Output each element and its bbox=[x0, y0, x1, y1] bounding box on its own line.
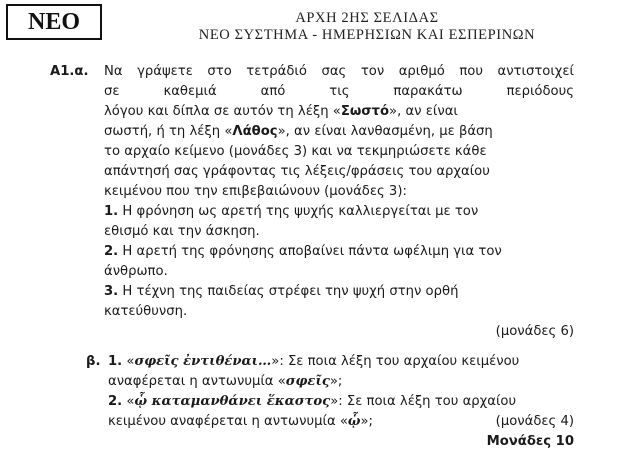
ancient-word: ᾧ bbox=[347, 414, 361, 429]
question-a1-line: κειμένου που την επιβεβαιώνουν (μονάδες 3): bbox=[104, 184, 407, 199]
statement-2 bbox=[104, 242, 502, 262]
question-text: »; bbox=[360, 414, 373, 429]
statement-text: Η αρετή της φρόνησης αποβαίνει πάντα ωφέλιμη για τον bbox=[122, 244, 502, 259]
system-subtitle: ΝΕΟ ΣΥΣΤΗΜΑ - ΗΜΕΡΗΣΙΩΝ ΚΑΙ ΕΣΠΕΡΙΝΩΝ bbox=[198, 27, 536, 43]
question-text: »: Σε ποια λέξη του αρχαίου bbox=[330, 394, 517, 409]
question-a1-line: σε καθεμιά από τις παρακάτω περιόδους bbox=[104, 84, 574, 99]
statement-2-cont: άνθρωπο. bbox=[104, 264, 168, 279]
quote-open: « bbox=[126, 354, 135, 369]
ancient-phrase: σφεῖς ἐντιθέναι… bbox=[134, 354, 272, 369]
keyword-correct: Σωστό bbox=[340, 104, 390, 119]
statement-3-cont: κατεύθυνση. bbox=[104, 304, 188, 319]
question-a1-line: απάντησή σας γράφοντας τις λέξεις/φράσεις του αρχαίου bbox=[104, 164, 490, 179]
question-number: 1. bbox=[108, 354, 123, 369]
statement-text: Η φρόνηση ως αρετή της ψυχής καλλιεργείται με τον bbox=[122, 204, 479, 219]
ancient-phrase: ᾧ καταμανθάνει ἕκαστος bbox=[134, 394, 331, 409]
question-number: 2. bbox=[108, 394, 123, 409]
question-b2 bbox=[108, 392, 516, 412]
question-text: λόγου και δίπλα σε αυτόν τη λέξη « bbox=[104, 104, 341, 119]
question-a1-line: το αρχαίο κείμενο (μονάδες 3) και να τεκμηριώσετε κάθε bbox=[104, 144, 487, 159]
new-system-badge: ΝΕΟ bbox=[6, 4, 102, 40]
question-b1-cont bbox=[108, 372, 342, 392]
question-text: »: Σε ποια λέξη του αρχαίου κειμένου bbox=[271, 354, 520, 369]
statement-number: 3. bbox=[104, 284, 119, 299]
question-text: σωστή, ή τη λέξη « bbox=[104, 124, 233, 139]
question-a1-line: Να γράψετε στο τετράδιό σας τον αριθμό που αντιστοιχεί bbox=[104, 64, 574, 79]
question-text: », αν είναι λανθασμένη, με βάση bbox=[277, 124, 493, 139]
statement-number: 1. bbox=[104, 204, 119, 219]
question-text: κειμένου αναφέρεται η αντωνυμία « bbox=[108, 414, 348, 429]
ancient-word: σφεῖς bbox=[285, 374, 330, 389]
question-text: »; bbox=[329, 374, 343, 389]
question-b2-cont bbox=[108, 412, 373, 432]
question-text: αναφέρεται η αντωνυμία « bbox=[108, 374, 286, 389]
points-b2: (μονάδες 4) bbox=[495, 414, 574, 429]
points-a1: (μονάδες 6) bbox=[495, 324, 574, 339]
keyword-wrong: Λάθος bbox=[232, 124, 278, 139]
question-a1-label: Α1.α. bbox=[50, 64, 89, 79]
statement-number: 2. bbox=[104, 244, 119, 259]
statement-3 bbox=[104, 282, 458, 302]
question-a1-line bbox=[104, 102, 458, 122]
question-a1-line bbox=[104, 122, 493, 142]
statement-text: Η τέχνη της παιδείας στρέφει την ψυχή στην ορθή bbox=[122, 284, 459, 299]
page-start-title: ΑΡΧΗ 2ΗΣ ΣΕΛΙΔΑΣ bbox=[295, 10, 439, 26]
statement-1-cont: εθισμό και την άσκηση. bbox=[104, 224, 260, 239]
question-text: », αν είναι bbox=[389, 104, 458, 119]
statement-1 bbox=[104, 202, 478, 222]
question-b-label: β. bbox=[86, 354, 101, 369]
question-b1 bbox=[108, 352, 519, 372]
quote-open: « bbox=[126, 394, 135, 409]
total-points: Μονάδες 10 bbox=[486, 434, 574, 449]
